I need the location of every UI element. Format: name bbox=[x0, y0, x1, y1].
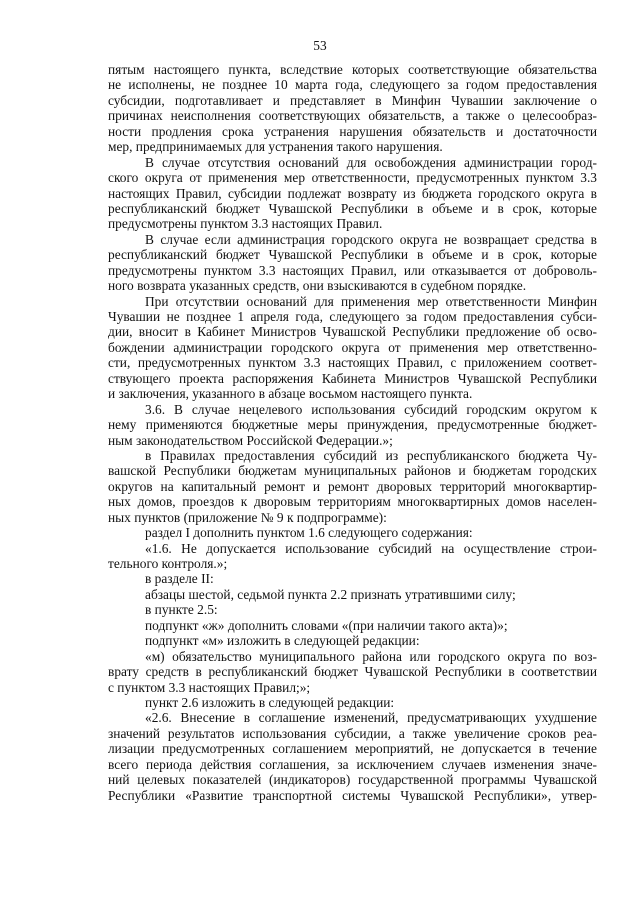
text-line: с пунктом 3.3 настоящих Правил;»; bbox=[108, 679, 311, 695]
document-body bbox=[108, 62, 597, 803]
text-line: нему применяются бюджетные меры принуждения, предусмотренные бюджет- bbox=[108, 417, 597, 433]
text-line: в пункте 2.5: bbox=[145, 602, 218, 618]
text-line: раздел I дополнить пунктом 1.6 следующего содержания: bbox=[145, 525, 473, 541]
text-line: ного возврата указанных средств, они взыскиваются в судебном порядке. bbox=[108, 278, 527, 294]
text-line: лизации предусмотренных соглашением мероприятий, не допускается в течение bbox=[108, 741, 597, 757]
text-line: в разделе II: bbox=[145, 571, 214, 587]
text-line: причинах неисполнения соответствующих обязательств, а также о целесообраз- bbox=[108, 108, 597, 124]
text-line: ний целевых показателей (индикаторов) государственной программы Чувашской bbox=[108, 772, 597, 788]
text-line: врату средств в республиканский бюджет Чувашской Республики в соответствии bbox=[108, 664, 597, 680]
text-line: пункт 2.6 изложить в следующей редакции: bbox=[145, 694, 395, 710]
text-line: «2.6. Внесение в соглашение изменений, предусматривающих ухудшение bbox=[145, 710, 597, 726]
text-line: В случае если администрация городского округа не возвращает средства в bbox=[145, 231, 597, 247]
text-line: вашской Республики бюджетам муниципальных районов и бюджетам городских bbox=[108, 463, 597, 479]
text-line: сти, предусмотренных пунктом 3.3 настоящих Правил, с приложением соответ- bbox=[108, 355, 597, 371]
text-line: тельного контроля.»; bbox=[108, 556, 228, 571]
text-line: мер, предпринимаемых для устранения такого нарушения. bbox=[108, 139, 443, 155]
text-line: предусмотрены пунктом 3.3 настоящих Правил. bbox=[108, 216, 383, 232]
text-line: ского округа от применения мер ответственности, предусмотренных пунктом 3.3 bbox=[108, 170, 597, 186]
text-line: Чувашии не позднее 1 апреля года, следующего за годом предоставления субси- bbox=[108, 309, 597, 324]
text-line: подпункт «ж» дополнить словами «(при наличии такого акта)»; bbox=[145, 617, 508, 633]
text-line: республиканский бюджет Чувашской Республики в объеме и в срок, которые bbox=[108, 247, 597, 263]
text-line: Республики «Развитие транспортной системы Чувашской Республики», утвер- bbox=[108, 787, 597, 803]
page-number: 53 bbox=[313, 38, 327, 53]
text-line: При отсутствии оснований для применения мер ответственности Минфин bbox=[145, 293, 597, 309]
text-line: ным законодательством Российской Федерации.»; bbox=[108, 432, 393, 448]
text-line: ствующего проекта распоряжения Кабинета Министров Чувашской Республики bbox=[108, 370, 597, 386]
text-line: подпункт «м» изложить в следующей редакции: bbox=[145, 633, 420, 649]
text-line: настоящих Правил, субсидии подлежат возврату из бюджета городского округа в bbox=[108, 185, 597, 201]
text-line: «1.6. Не допускается использование субсидий на осуществление строи- bbox=[145, 540, 597, 556]
text-line: всего периода действия соглашения, за исключением случаев изменения значе- bbox=[108, 756, 597, 772]
text-line: и заключения, указанного в абзаце восьмом настоящего пункта. bbox=[108, 386, 473, 402]
text-line: В случае отсутствия оснований для освобождения администрации город- bbox=[145, 154, 597, 170]
text-line: значений результатов использования субсидии, а также увеличение сроков реа- bbox=[108, 725, 597, 741]
text-line: республиканский бюджет Чувашской Республики в объеме и в срок, которые bbox=[108, 200, 597, 216]
text-line: ных пунктов (приложение № 9 к подпрограмме): bbox=[108, 509, 387, 525]
text-line: абзацы шестой, седьмой пункта 2.2 признать утратившими силу; bbox=[145, 586, 516, 602]
text-line: пятым настоящего пункта, вследствие которых соответствующие обязательства bbox=[108, 62, 597, 77]
text-line: не исполнены, не позднее 10 марта года, следующего за годом предоставления bbox=[108, 77, 597, 93]
text-line: «м) обязательство муниципального района или городского округа по воз- bbox=[145, 648, 597, 664]
text-line: ности продления срока устранения нарушения обязательств и достаточности bbox=[108, 123, 597, 139]
text-line: предусмотрены пунктом 3.3 настоящих Правил, или отказывается от доброволь- bbox=[108, 262, 597, 278]
text-line: 3.6. В случае нецелевого использования субсидий городским округом к bbox=[145, 401, 597, 417]
text-line: в Правилах предоставления субсидий из республиканского бюджета Чу- bbox=[145, 447, 597, 463]
text-line: округов на капитальный ремонт и ремонт дворовых территорий многоквартир- bbox=[108, 478, 597, 494]
text-line: ных домов, проездов к дворовым территориям многоквартирных домов населен- bbox=[108, 494, 597, 510]
text-line: субсидии, подготавливает и представляет в Минфин Чувашии заключение о bbox=[108, 92, 597, 108]
text-line: бождении администрации городского округа от применения мер ответственно- bbox=[108, 339, 597, 355]
text-line: дии, вносит в Кабинет Министров Чувашской Республики предложение об осво- bbox=[108, 324, 597, 340]
